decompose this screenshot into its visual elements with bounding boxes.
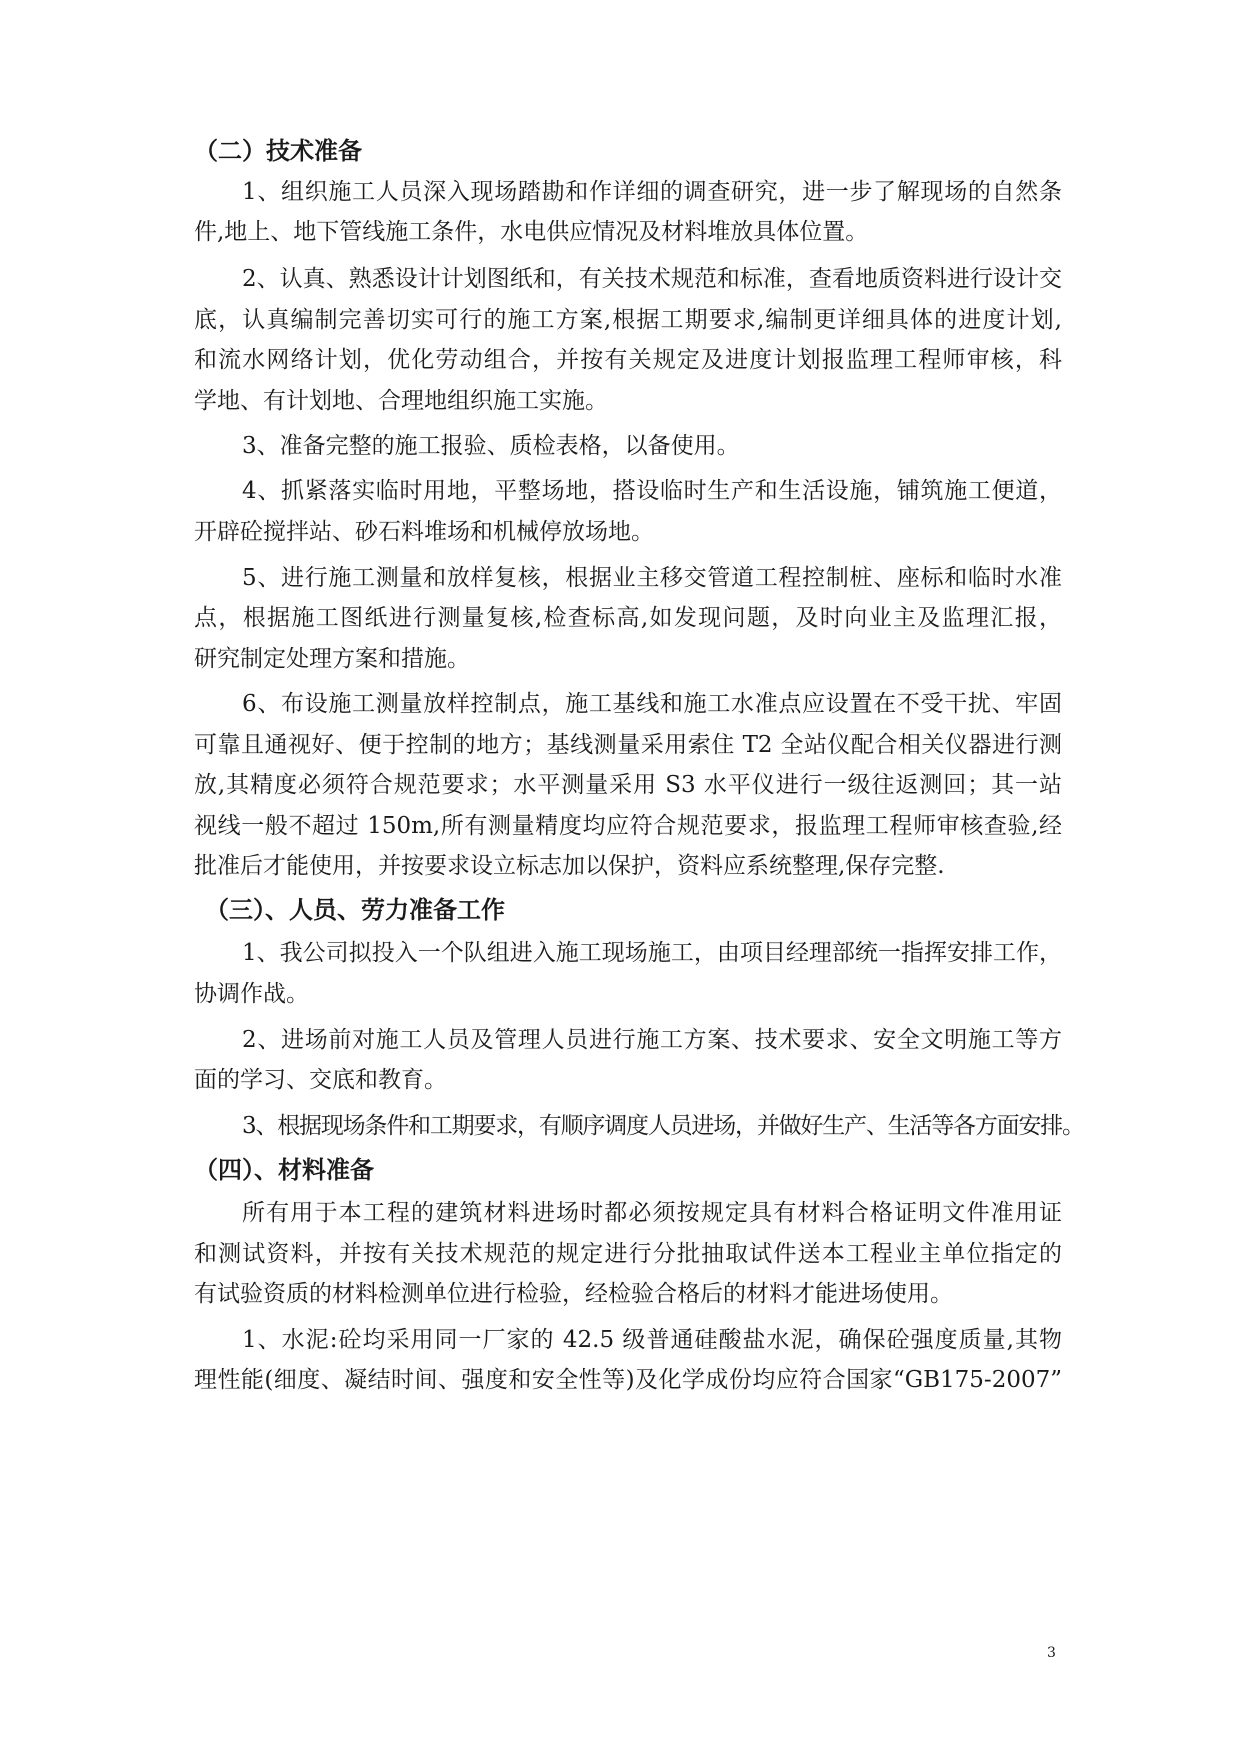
paragraph-line: 2、进场前对施工人员及管理人员进行施工方案、技术要求、安全文明施工等方 [242,1027,1062,1053]
paragraph-line: 1、组织施工人员深入现场踏勘和作详细的调查研究，进一步了解现场的自然条 [242,179,1062,205]
section-heading-technical-preparation: （二）技术准备 [194,136,362,165]
paragraph-line: 有试验资质的材料检测单位进行检验，经检验合格后的材料才能进场使用。 [194,1281,953,1307]
paragraph-line: 5、进行施工测量和放样复核，根据业主移交管道工程控制桩、座标和临时水准 [242,565,1062,591]
paragraph-line: 2、认真、熟悉设计计划图纸和，有关技术规范和标准，查看地质资料进行设计交 [242,266,1062,292]
paragraph-line: 批准后才能使用，并按要求设立标志加以保护，资料应系统整理,保存完整. [194,853,945,879]
paragraph-line: 件,地上、地下管线施工条件，水电供应情况及材料堆放具体位置。 [194,219,869,245]
paragraph-line: 点，根据施工图纸进行测量复核,检查标高,如发现问题，及时向业主及监理汇报， [194,605,1062,631]
paragraph-line: 3、准备完整的施工报验、质检表格，以备使用。 [242,433,740,459]
paragraph-line: 1、我公司拟投入一个队组进入施工现场施工，由项目经理部统一指挥安排工作， [242,940,1062,966]
paragraph-line: 所有用于本工程的建筑材料进场时都必须按规定具有材料合格证明文件准用证 [242,1200,1062,1226]
section-heading-material-preparation: （四）、材料准备 [194,1155,374,1184]
paragraph-line: 协调作战。 [194,981,309,1007]
paragraph-line: 放,其精度必须符合规范要求；水平测量采用 S3 水平仪进行一级往返测回；其一站 [194,772,1062,798]
paragraph-line: 理性能(细度、凝结时间、强度和安全性等)及化学成份均应符合国家“GB175-2007” [194,1367,1062,1393]
paragraph-line: 面的学习、交底和教育。 [194,1067,447,1093]
paragraph-line: 学地、有计划地、合理地组织施工实施。 [194,388,608,414]
paragraph-line: 6、布设施工测量放样控制点，施工基线和施工水准点应设置在不受干扰、牢固 [242,691,1062,717]
paragraph-line: 和测试资料，并按有关技术规范的规定进行分批抽取试件送本工程业主单位指定的 [194,1241,1062,1267]
section-heading-staff-preparation: （三）、人员、劳力准备工作 [205,895,505,924]
page-number: 3 [1047,1645,1056,1661]
paragraph-line: 视线一般不超过 150m,所有测量精度均应符合规范要求，报监理工程师审核查验,经 [194,813,1062,839]
paragraph-line: 研究制定处理方案和措施。 [194,646,470,672]
paragraph-line: 可靠且通视好、便于控制的地方；基线测量采用索住 T2 全站仪配合相关仪器进行测 [194,732,1062,758]
paragraph-line: 开辟砼搅拌站、砂石料堆场和机械停放场地。 [194,519,654,545]
paragraph-line: 底，认真编制完善切实可行的施工方案,根据工期要求,编制更详细具体的进度计划, [194,307,1062,333]
paragraph-line: 3、根据现场条件和工期要求，有顺序调度人员进场，并做好生产、生活等各方面安排。 [242,1113,1084,1139]
paragraph-line: 4、抓紧落实临时用地，平整场地，搭设临时生产和生活设施，铺筑施工便道， [242,478,1062,504]
paragraph-line: 1、水泥:砼均采用同一厂家的 42.5 级普通硅酸盐水泥，确保砼强度质量,其物 [242,1327,1062,1353]
paragraph-line: 和流水网络计划，优化劳动组合，并按有关规定及进度计划报监理工程师审核，科 [194,347,1062,373]
